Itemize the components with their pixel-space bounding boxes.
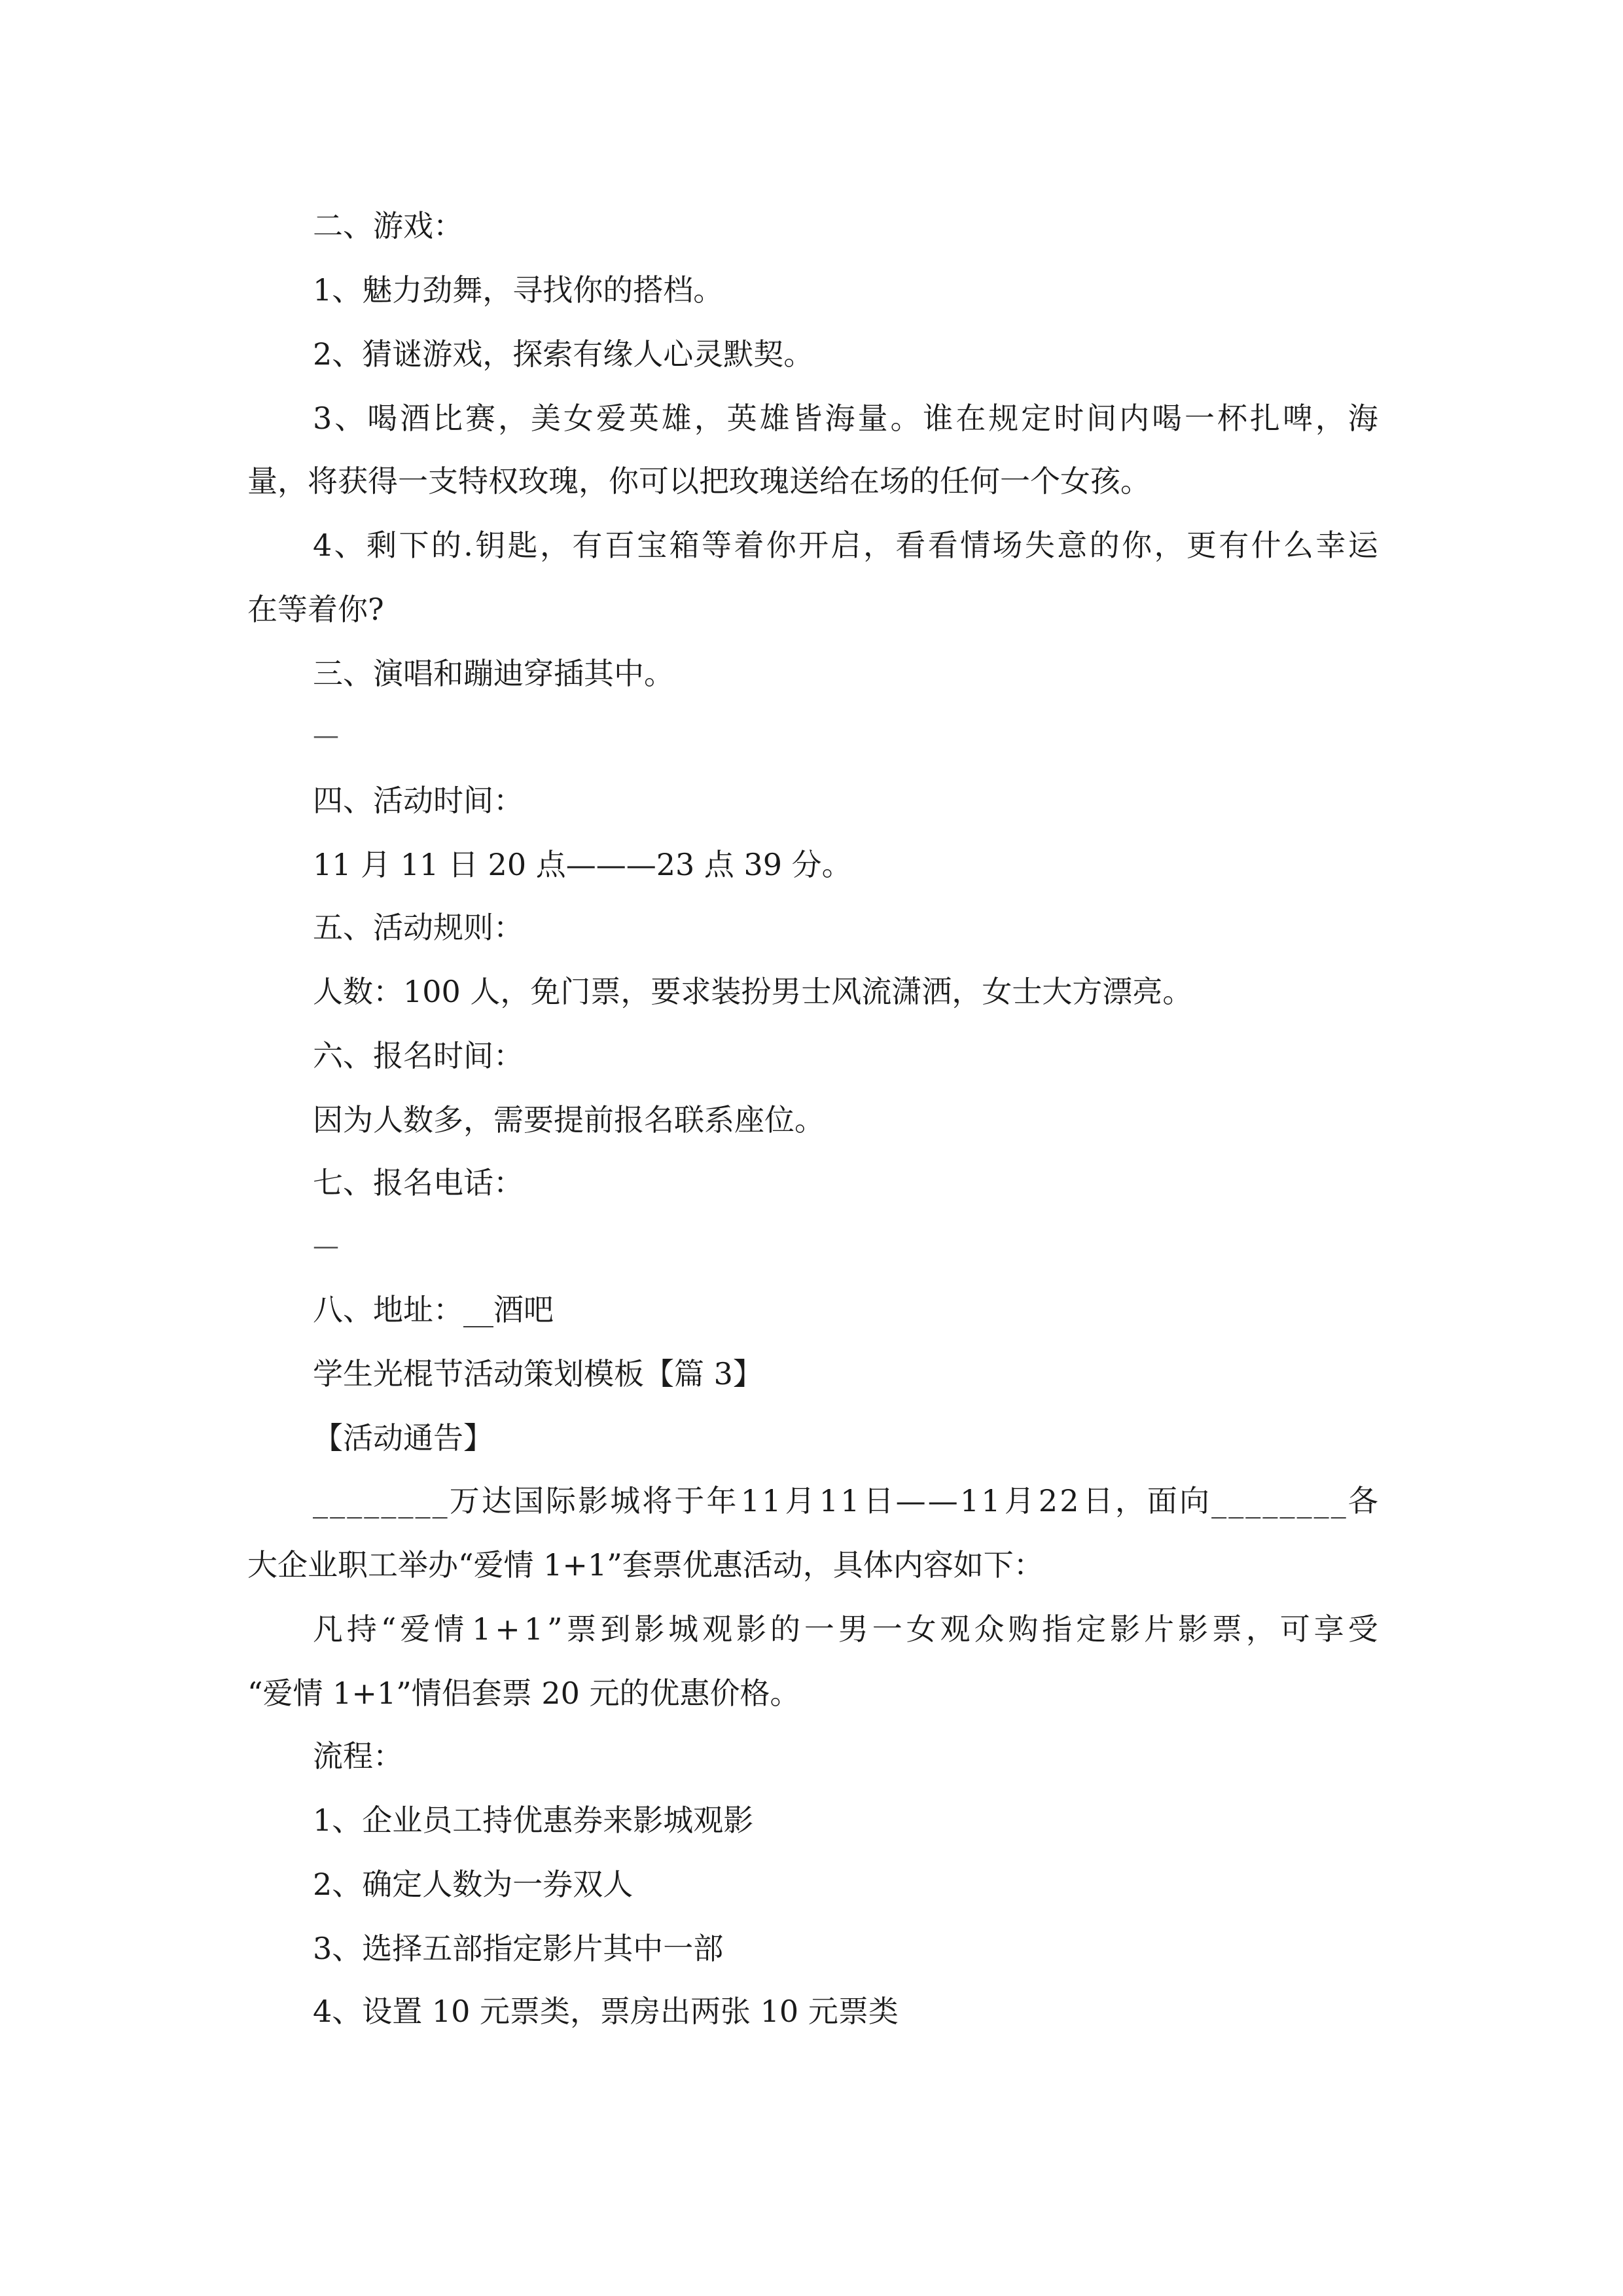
section-heading-address: 八、地址：__酒吧 <box>313 1292 554 1327</box>
paragraph-line: 11 月 11 日 20 点———23 点 39 分。 <box>313 847 852 882</box>
paragraph-line: 量，将获得一支特权玫瑰，你可以把玫瑰送给在场的任何一个女孩。 <box>247 463 1150 499</box>
section-heading-performance: 三、演唱和蹦迪穿插其中。 <box>313 656 674 691</box>
list-item: 1、魅力劲舞，寻找你的搭档。 <box>313 272 724 308</box>
list-item: 4、设置 10 元票类，票房出两张 10 元票类 <box>313 1994 899 2029</box>
section-heading-rules: 五、活动规则： <box>313 910 524 945</box>
paragraph-line: 3 、 喝 酒 比 赛 ， 美 女 爱 英 雄 ， 英 雄 皆 海 量 。 谁 在 规 定 时 间 内 喝 一 杯 扎 啤 ， 海 <box>313 401 1378 436</box>
paragraph-line: 人数：100 人，免门票，要求装扮男士风流潇洒，女士大方漂亮。 <box>313 974 1193 1009</box>
paragraph-line: _ _ _ _ _ _ _ _ 万 达 国 际 影 城 将 于 年 1 1 月 1 1 日 — — 1 1 月 2 2 日 ， 面 向 _ _ _ _ _ _ _ _ 各 <box>313 1483 1378 1518</box>
section-heading-signup-time: 六、报名时间： <box>313 1038 524 1073</box>
paragraph-line: 凡 持 “ 爱 情 1 + 1 ” 票 到 影 城 观 影 的 一 男 一 女 观 众 购 指 定 影 片 影 票 ， 可 享 受 <box>313 1611 1378 1647</box>
section-heading-phone: 七、报名电话： <box>313 1165 524 1200</box>
list-item: 2、确定人数为一券双人 <box>313 1867 633 1902</box>
process-heading: 流程： <box>313 1738 403 1774</box>
separator-dash: — <box>313 721 339 751</box>
notice-heading: 【活动通告】 <box>313 1420 493 1456</box>
list-item: 2、猜谜游戏，探索有缘人心灵默契。 <box>313 336 814 372</box>
list-item: 3、选择五部指定影片其中一部 <box>313 1931 724 1966</box>
list-item: 1、企业员工持优惠券来影城观影 <box>313 1803 754 1838</box>
paragraph-line: 因为人数多，需要提前报名联系座位。 <box>313 1102 825 1138</box>
section-heading-games: 二、游戏： <box>313 208 463 243</box>
paragraph-line: 4 、 剩 下 的 . 钥 匙 ， 有 百 宝 箱 等 着 你 开 启 ， 看 看 情 场 失 意 的 你 ， 更 有 什 么 幸 运 <box>313 528 1378 563</box>
paragraph-line: “爱情 1+1”情侣套票 20 元的优惠价格。 <box>247 1676 800 1711</box>
paragraph-line: 在等着你? <box>247 592 384 627</box>
section-heading-time: 四、活动时间： <box>313 783 524 818</box>
paragraph-line: 大企业职工举办“爱情 1+1”套票优惠活动，具体内容如下： <box>247 1547 1044 1583</box>
separator-dash: — <box>313 1231 339 1261</box>
document-title: 学生光棍节活动策划模板【篇 3】 <box>313 1356 763 1391</box>
